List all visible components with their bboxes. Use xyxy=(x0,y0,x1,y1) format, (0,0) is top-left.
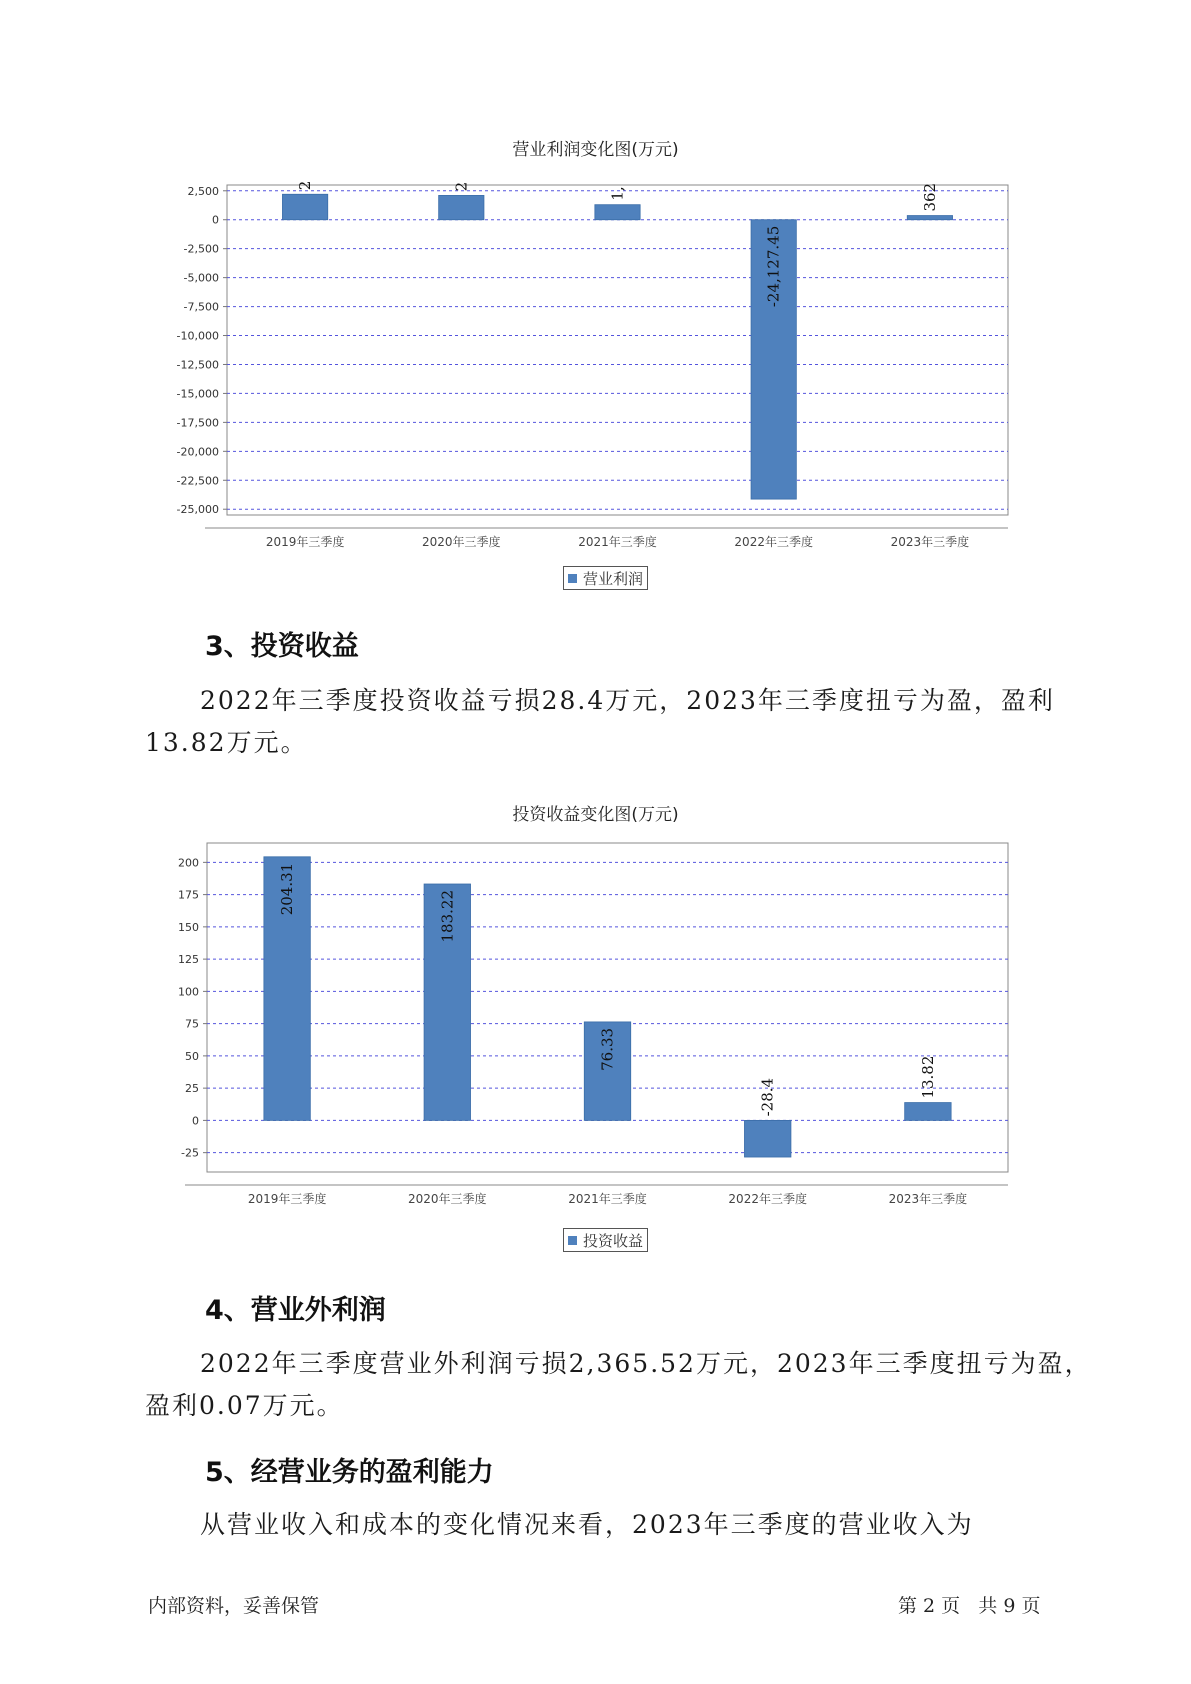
data-label: 204.31 xyxy=(278,862,297,916)
y-tick-label: -22,500 xyxy=(176,474,219,488)
x-tick-label: 2023年三季度 xyxy=(890,535,970,549)
data-label-group xyxy=(599,1028,617,1071)
data-label: 1, xyxy=(608,186,627,201)
section-heading-non-operating: 4、营业外利润 xyxy=(205,1295,386,1326)
data-label-group xyxy=(919,1056,937,1099)
y-tick-label: 50 xyxy=(185,1049,199,1063)
chart1-legend-label: 营业利润 xyxy=(583,569,644,588)
paragraph-line: 13.82万元。 xyxy=(145,728,308,757)
y-tick-label: -5,000 xyxy=(183,271,219,285)
footer-confidential: 内部资料，妥善保管 xyxy=(148,1595,320,1617)
plot-frame xyxy=(207,843,1008,1172)
data-label: 2 xyxy=(296,180,315,191)
paragraph-profitability xyxy=(145,1504,1055,1546)
data-label: 13.82 xyxy=(918,1055,937,1099)
y-tick-label: 0 xyxy=(192,1114,199,1128)
paragraph-line: 从营业收入和成本的变化情况来看，2023年三季度的营业收入为 xyxy=(200,1510,974,1539)
x-tick-label: 2021年三季度 xyxy=(568,1192,647,1206)
data-label: 183.22 xyxy=(438,890,457,943)
legend-swatch-icon xyxy=(568,1236,577,1245)
y-tick-label: 75 xyxy=(185,1017,199,1031)
section-heading-profitability: 5、经营业务的盈利能力 xyxy=(205,1457,494,1488)
y-tick-label: -2,500 xyxy=(183,242,219,256)
data-label-group xyxy=(759,1078,777,1116)
y-tick-label: 125 xyxy=(178,953,199,967)
y-tick-label: -15,000 xyxy=(176,387,219,401)
y-tick-label: -25,000 xyxy=(176,503,219,517)
data-label: 2 xyxy=(452,181,471,192)
bar xyxy=(905,1103,951,1121)
x-tick-label: 2020年三季度 xyxy=(408,1192,487,1206)
section-heading-investment: 3、投资收益 xyxy=(205,631,359,662)
x-tick-label: 2019年三季度 xyxy=(265,535,345,549)
paragraph-line: 2022年三季度营业外利润亏损2,365.52万元，2023年三季度扭亏为盈， xyxy=(200,1349,1092,1378)
x-tick-label: 2022年三季度 xyxy=(728,1192,807,1206)
data-label-group xyxy=(438,890,456,943)
paragraph-non-operating xyxy=(145,1343,1092,1427)
y-tick-label: -25 xyxy=(181,1146,199,1160)
y-tick-label: -7,500 xyxy=(183,300,219,314)
y-tick-label: 0 xyxy=(212,213,219,227)
y-tick-label: -10,000 xyxy=(176,329,219,343)
y-tick-label: 2,500 xyxy=(187,184,219,198)
y-tick-label: -20,000 xyxy=(176,445,219,459)
y-tick-label: -12,500 xyxy=(176,358,219,372)
x-tick-label: 2019年三季度 xyxy=(247,1192,327,1206)
data-label-group xyxy=(278,863,296,916)
x-tick-label: 2021年三季度 xyxy=(578,535,657,549)
chart2-legend-label: 投资收益 xyxy=(583,1231,644,1250)
data-label: 362 xyxy=(920,182,939,212)
x-tick-label: 2020年三季度 xyxy=(422,535,501,549)
data-label: 76.33 xyxy=(598,1027,617,1071)
y-tick-label: -17,500 xyxy=(176,416,219,430)
x-tick-label: 2023年三季度 xyxy=(888,1192,968,1206)
y-tick-label: 200 xyxy=(178,856,199,870)
paragraph-line: 盈利0.07万元。 xyxy=(145,1391,344,1420)
data-label: -28.4 xyxy=(758,1077,777,1117)
y-tick-label: 175 xyxy=(178,888,199,902)
y-tick-label: 150 xyxy=(178,920,199,934)
y-tick-label: 25 xyxy=(185,1082,199,1096)
chart2-title: 投资收益变化图(万元) xyxy=(512,805,679,825)
x-tick-label: 2022年三季度 xyxy=(734,535,813,549)
chart1-title: 营业利润变化图(万元) xyxy=(512,140,679,160)
y-tick-label: 100 xyxy=(178,985,199,999)
paragraph-line: 2022年三季度投资收益亏损28.4万元，2023年三季度扭亏为盈，盈利 xyxy=(200,686,1055,715)
data-label: -24,127.45 xyxy=(764,225,783,308)
bar xyxy=(744,1120,790,1157)
footer-page-number: 第 2 页 共 9 页 xyxy=(898,1595,1041,1617)
chart2-legend xyxy=(563,1228,648,1252)
